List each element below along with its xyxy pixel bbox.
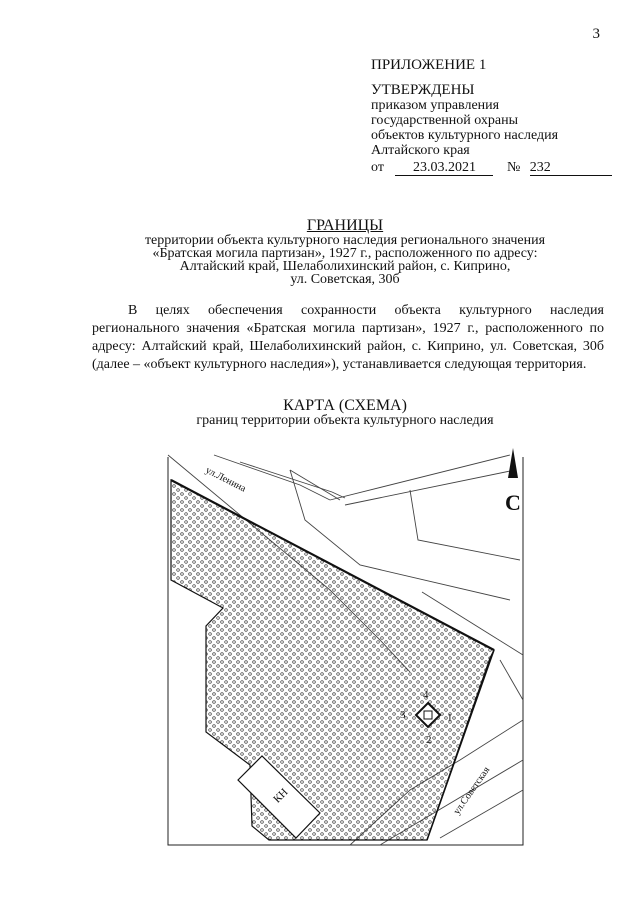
title-line-4: ул. Советская, 30б xyxy=(290,272,400,287)
point-label-2: 2 xyxy=(426,734,432,746)
north-arrow-icon xyxy=(508,448,518,478)
order-line-2: государственной охраны xyxy=(371,113,519,128)
point-label-4: 4 xyxy=(423,689,429,701)
paragraph-text: В целях обеспечения сохранности объекта культурного наследия регионального значения «Братская могила партизан», 1927 г., расположенного по адресу: Алтайский край, Шелаболихинский район, с. Киприно, ул. Советская, 30б (далее – «объект культурного наследия»), устанавливается следующая территория. xyxy=(92,303,604,372)
title-line-2: «Братская могила партизан», 1927 г., расположенного по адресу: xyxy=(152,246,538,261)
order-line-4: Алтайского края xyxy=(371,143,470,158)
street-label-lenina: ул.Ленина xyxy=(203,464,248,495)
building-label: КН xyxy=(271,786,291,806)
point-label-3: 3 xyxy=(400,709,406,721)
street-label-sovetskaya: ул.Советская xyxy=(451,764,493,817)
north-label: С xyxy=(505,490,521,515)
appendix-label: ПРИЛОЖЕНИЕ 1 xyxy=(371,57,487,73)
title-heading: ГРАНИЦЫ xyxy=(306,217,384,234)
order-date: 23.03.2021 xyxy=(395,161,493,176)
order-line-3: объектов культурного наследия xyxy=(371,128,559,143)
map-subheading: границ территории объекта культурного наследия xyxy=(196,413,494,428)
map-heading: КАРТА (СХЕМА) xyxy=(283,397,407,414)
order-number: 232 xyxy=(530,161,612,176)
point-label-1: 1 xyxy=(447,712,453,724)
title-line-1: территории объекта культурного наследия регионального значения xyxy=(144,233,546,248)
page-number: 3 xyxy=(592,26,600,42)
north-arrow xyxy=(505,448,521,515)
number-prefix: № xyxy=(506,160,521,175)
approved-label: УТВЕРЖДЕНЫ xyxy=(371,82,475,98)
order-line-1: приказом управления xyxy=(371,98,500,113)
date-prefix: от xyxy=(371,160,384,175)
territory-area xyxy=(171,480,494,840)
title-line-3: Алтайский край, Шелаболихинский район, с. Киприно, xyxy=(179,259,511,274)
